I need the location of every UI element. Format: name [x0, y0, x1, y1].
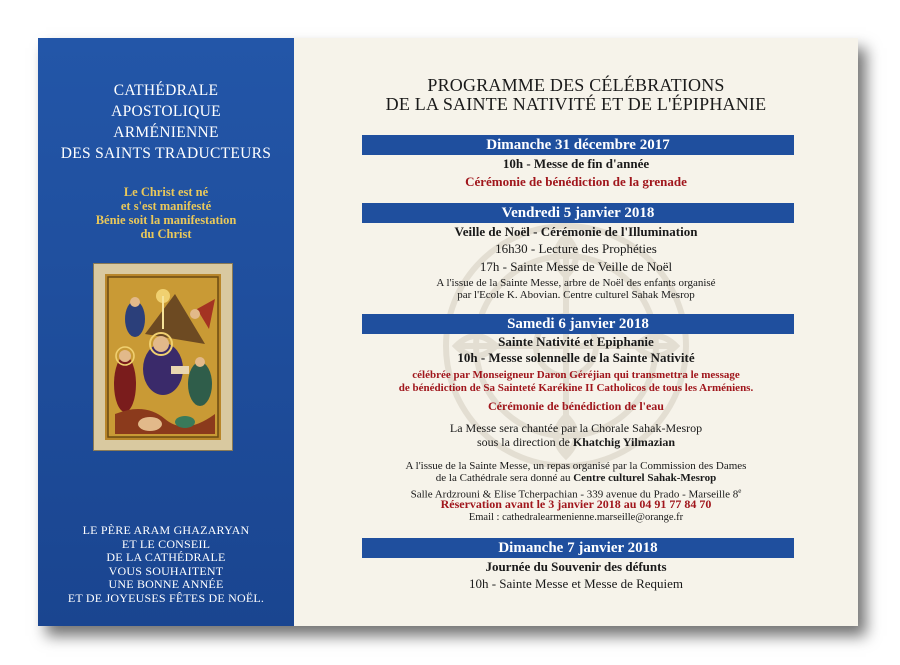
event-line: 17h - Sainte Messe de Veille de Noël: [479, 259, 673, 274]
email-line: Email : cathedralearmenienne.marseille@orange.fr: [468, 512, 684, 523]
event-line: Sainte Nativité et Epiphanie: [498, 334, 654, 349]
event-note: par l'Ecole K. Abovian. Centre culturel Sahak Mesrop: [457, 289, 695, 301]
event-line: Journée du Souvenir des défunts: [485, 559, 667, 574]
cathedral-name-line: DES SAINTS TRADUCTEURS: [60, 145, 272, 162]
ceremony-line: Cérémonie de bénédiction de la grenade: [465, 174, 687, 189]
programme-title-line-2: DE LA SAINTE NATIVITÉ ET DE L'ÉPIPHANIE: [385, 94, 767, 114]
cathedral-name-line: CATHÉDRALE: [113, 82, 219, 99]
meal-location-line: [294, 472, 858, 484]
greeting-line: Bénie soit la manifestation: [95, 213, 237, 227]
cathedral-name-line: APOSTOLIQUE: [111, 103, 221, 120]
wishes-line: LE PÈRE ARAM GHAZARYAN: [82, 523, 250, 537]
meal-line: A l'issue de la Sainte Messe, un repas organisé par la Commission des Dames: [405, 460, 747, 472]
address-superscript: e: [738, 487, 742, 495]
nativity-icon-image: [94, 264, 232, 450]
wishes-text: [38, 524, 294, 605]
address-text: Salle Ardzrouni & Elise Tcherpachian - 339 avenue du Prado - Marseille 8: [410, 488, 739, 501]
date-banner: Dimanche 31 décembre 2017: [362, 135, 794, 155]
date-banner: Vendredi 5 janvier 2018: [362, 203, 794, 223]
wishes-line: VOUS SOUHAITENT: [108, 563, 224, 578]
celebrant-line: célébrée par Monseigneur Daron Géréjian qui transmettra le message: [412, 369, 740, 381]
meal-location-prefix: de la Cathédrale sera donné au: [435, 472, 574, 484]
greeting-line: du Christ: [140, 227, 192, 241]
event-line: 10h - Messe solennelle de la Sainte Nativité: [457, 350, 695, 365]
wishes-line: ET LE CONSEIL: [121, 536, 211, 551]
nativity-painting-icon: [105, 274, 221, 440]
reservation-line: Réservation avant le 3 janvier 2018 au 04 91 77 84 70: [440, 497, 712, 511]
cathedral-name-line: ARMÉNIENNE: [113, 124, 219, 141]
meal-location-name: Centre culturel Sahak-Mesrop: [573, 472, 717, 484]
left-panel: [38, 38, 294, 626]
invitation-card: [38, 38, 858, 626]
greeting-line: et s'est manifesté: [120, 199, 212, 213]
event-line: 10h - Messe de fin d'année: [502, 156, 650, 171]
choir-director-prefix: sous la direction de: [476, 435, 573, 449]
greeting-line: Le Christ est né: [123, 185, 209, 199]
programme-title-line-1: PROGRAMME DES CÉLÉBRATIONS: [427, 75, 725, 95]
wishes-line: UNE BONNE ANNÉE: [108, 577, 224, 591]
programme-title: [294, 76, 858, 114]
wishes-line: DE LA CATHÉDRALE: [106, 550, 226, 564]
event-line: 10h - Sainte Messe et Messe de Requiem: [468, 576, 684, 591]
programme-panel: [294, 38, 858, 626]
celebrant-line: de bénédiction de Sa Sainteté Karékine II Catholicos de tous les Arméniens.: [398, 382, 754, 394]
date-banner: Samedi 6 janvier 2018: [362, 314, 794, 334]
date-banner: Dimanche 7 janvier 2018: [362, 538, 794, 558]
event-line: 16h30 - Lecture des Prophéties: [495, 241, 657, 256]
event-note: A l'issue de la Sainte Messe, arbre de Noël des enfants organisé: [436, 277, 716, 289]
choir-director-name: Khatchig Yilmazian: [572, 435, 676, 449]
choir-director-line: [294, 436, 858, 449]
wishes-line: ET DE JOYEUSES FÊTES DE NOËL.: [67, 590, 265, 605]
greeting: [38, 185, 294, 241]
choir-line: La Messe sera chantée par la Chorale Sahak-Mesrop: [449, 421, 703, 435]
cathedral-name: [38, 80, 294, 164]
event-line: Veille de Noël - Cérémonie de l'Illumination: [454, 224, 698, 239]
ceremony-line: Cérémonie de bénédiction de l'eau: [488, 399, 664, 413]
